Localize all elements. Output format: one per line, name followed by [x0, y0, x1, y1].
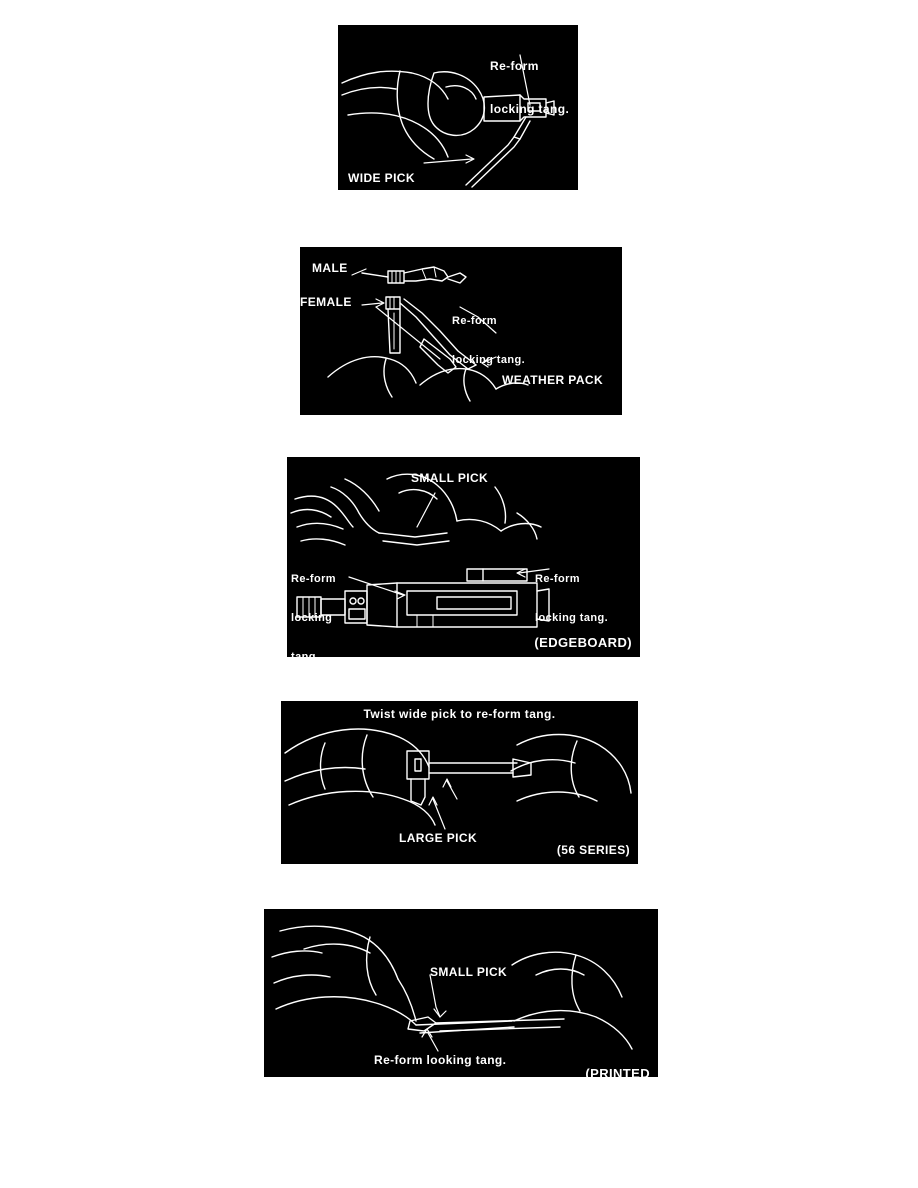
figure-2-tool-line2: REMOVEL TOOL: [502, 415, 603, 430]
figure-2-tool-label: [502, 345, 603, 458]
figure-2-female-label: FEMALE: [300, 295, 352, 309]
figure-5-reform-label: Re-form looking tang.: [374, 1053, 507, 1067]
figure-3-reform-left-line2: locking: [291, 611, 333, 624]
figure-4-large-pick-label: LARGE PICK: [399, 831, 478, 845]
figure-5-series-line1: (PRINTED: [585, 1065, 650, 1081]
figure-3-reform-right-line2: locking tang.: [535, 611, 609, 624]
figure-3-reform-left-line1: Re-form: [291, 572, 336, 585]
figure-1-wide-pick: [338, 25, 578, 190]
figure-4-series-label: (56 SERIES): [556, 843, 630, 857]
figure-3-edgeboard: [287, 457, 640, 663]
figure-3-reform-left-line3: tang.: [291, 650, 320, 663]
figure-5-small-pick-label: SMALL PICK: [430, 965, 508, 979]
figure-2-tool-line1: WEATHER PACK: [502, 373, 604, 388]
figure-2-reform-line1: Re-form: [452, 314, 497, 327]
figure-1-wide-pick-label: WIDE PICK: [348, 171, 415, 185]
figure-2-reform-line2: locking tang.: [452, 353, 526, 366]
figure-1-reform-label: [490, 31, 569, 144]
figure-1-reform-line1: Re-form: [490, 59, 539, 74]
figure-2-male-label: MALE: [312, 261, 348, 275]
figure-2-weather-pack-removal-tool: [300, 247, 622, 430]
figure-1-reform-line2: locking tang.: [490, 101, 570, 116]
figure-5-printed-circuit-80w: [264, 909, 658, 1127]
figure-3-small-pick-label: SMALL PICK: [411, 471, 489, 485]
figure-3-reform-left-label: [291, 547, 336, 690]
figure-5-series-line2: CIRCUIT, 80W): [555, 1111, 650, 1127]
figure-4-56-series: [281, 701, 638, 864]
figure-3-series-label: (EDGEBOARD): [534, 635, 632, 650]
figure-4-heading: Twist wide pick to re-form tang.: [363, 707, 556, 721]
figure-5-series-label: [555, 1035, 650, 1158]
figure-3-reform-right-line1: Re-form: [535, 572, 580, 585]
